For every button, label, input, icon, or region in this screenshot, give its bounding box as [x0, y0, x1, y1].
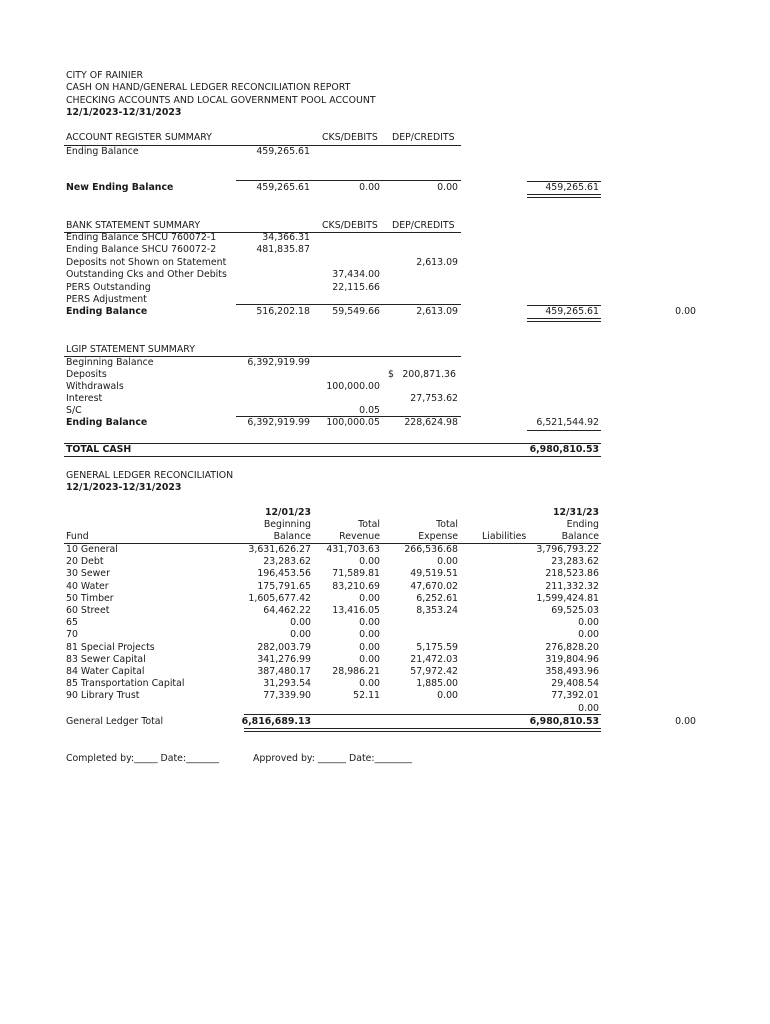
bank-ending-balance-value: 516,202.18: [256, 306, 310, 317]
lgip-ending-dep: 228,624.98: [404, 417, 458, 428]
gl-begin-date: 12/01/23: [265, 507, 311, 518]
bank-statement-title: BANK STATEMENT SUMMARY: [66, 220, 201, 231]
gl-expense-cell: 0.00: [437, 690, 458, 702]
cks-debits-header: CKS/DEBITS: [322, 220, 378, 231]
gl-begin-cell: 31,293.54: [263, 678, 311, 690]
gl-begin-cell: 175,791.65: [257, 580, 311, 592]
pers-adjustment-label: PERS Adjustment: [66, 294, 147, 305]
gl-total-label: General Ledger Total: [66, 716, 164, 727]
gl-total-end: 6,980,810.53: [529, 716, 599, 727]
outstanding-checks-value: 37,434.00: [332, 269, 380, 280]
gl-expense-cell: 57,972.42: [410, 666, 458, 677]
lgip-beginning-value: 6,392,919.99: [247, 357, 310, 368]
report-period: 12/1/2023-12/31/2023: [66, 107, 182, 118]
lgip-ending-cks: 100,000.05: [326, 417, 380, 428]
lgip-deposits-currency: $: [388, 369, 394, 380]
gl-header-exp2: Expense: [418, 531, 458, 542]
gl-header-end2: Balance: [561, 531, 599, 542]
table-row: [0, 568, 770, 580]
gl-fund-cell: 83 Sewer Capital: [66, 653, 146, 665]
outstanding-checks-label: Outstanding Cks and Other Debits: [66, 269, 227, 280]
bank-ending-balance-label: Ending Balance: [66, 306, 148, 317]
table-row: [0, 593, 770, 605]
divider: [527, 430, 601, 431]
lgip-interest-label: Interest: [66, 393, 103, 404]
table-row: [0, 629, 770, 641]
gl-begin-cell: 3,631,626.27: [248, 544, 311, 555]
gl-expense-cell: 47,670.02: [410, 580, 458, 592]
gl-fund-cell: 70: [66, 629, 78, 641]
double-underline: [527, 194, 601, 198]
gl-ending-cell: 69,525.03: [551, 605, 599, 616]
pers-outstanding-label: PERS Outstanding: [66, 282, 151, 293]
gl-expense-cell: 266,536.68: [404, 544, 458, 555]
gl-ending-cell: 218,523.86: [545, 568, 599, 580]
gl-ending-cell: 77,392.01: [551, 690, 599, 702]
report-title: CASH ON HAND/GENERAL LEDGER RECONCILIATION REPORT: [66, 82, 351, 93]
gl-fund-cell: 60 Street: [66, 605, 110, 616]
shcu2-value: 481,835.87: [256, 244, 310, 255]
deposits-not-shown-label: Deposits not Shown on Statement: [66, 257, 227, 268]
divider: [236, 180, 461, 181]
gl-ending-cell: 29,408.54: [551, 678, 599, 690]
gl-fund-cell: 50 Timber: [66, 592, 114, 604]
bank-ending-total: 459,265.61: [545, 306, 599, 317]
table-row: [0, 690, 770, 702]
lgip-beginning-label: Beginning Balance: [66, 357, 154, 368]
gl-total-begin: 6,816,689.13: [241, 716, 311, 727]
gl-revenue-cell: 0.00: [359, 556, 380, 568]
gl-begin-cell: 0.00: [290, 629, 311, 641]
gl-ending-cell: 0.00: [578, 617, 599, 629]
gl-fund-cell: 65: [66, 617, 78, 629]
account-register-title: ACCOUNT REGISTER SUMMARY: [66, 132, 212, 143]
lgip-sc-label: S/C: [66, 405, 82, 416]
divider: [236, 304, 461, 305]
gl-revenue-cell: 28,986.21: [332, 666, 380, 677]
gl-begin-cell: 23,283.62: [263, 556, 311, 568]
total-cash-label: TOTAL CASH: [66, 444, 132, 455]
gl-revenue-cell: 83,210.69: [332, 580, 380, 592]
gl-ending-cell: 358,493.96: [545, 666, 599, 677]
gl-revenue-cell: 0.00: [359, 653, 380, 665]
bank-ending-dep: 2,613.09: [416, 306, 458, 317]
new-ending-balance-label: New Ending Balance: [66, 182, 174, 193]
gl-header-fund: Fund: [66, 531, 89, 542]
gl-expense-cell: 8,353.24: [416, 605, 458, 616]
gl-begin-cell: 387,480.17: [257, 666, 311, 677]
gl-begin-cell: 1,605,677.42: [248, 592, 311, 604]
gl-header-rev2: Revenue: [339, 531, 380, 542]
gl-header-begin2: Balance: [273, 531, 311, 542]
gl-header-liabilities: Liabilities: [482, 531, 527, 542]
gl-ending-cell: 23,283.62: [551, 556, 599, 568]
table-row: [0, 666, 770, 678]
bank-ending-cks: 59,549.66: [332, 306, 380, 317]
shcu1-label: Ending Balance SHCU 760072-1: [66, 232, 217, 243]
new-dep-value: 0.00: [437, 182, 458, 193]
cks-debits-header: CKS/DEBITS: [322, 132, 378, 143]
gl-begin-cell: 341,276.99: [257, 653, 311, 665]
gl-ending-cell: 276,828.20: [545, 641, 599, 653]
approved-by: Approved by: ______ Date:________: [253, 753, 413, 764]
gl-expense-cell: 5,175.59: [416, 641, 458, 653]
gl-total-difference: 0.00: [675, 716, 696, 727]
table-row: [0, 556, 770, 568]
table-row: [0, 654, 770, 666]
gl-header-exp1: Total: [436, 519, 458, 530]
table-row: [0, 642, 770, 654]
table-row: [0, 678, 770, 690]
report-entity: CITY OF RAINIER: [66, 70, 144, 81]
gl-begin-cell: 282,003.79: [257, 641, 311, 653]
lgip-ending-total: 6,521,544.92: [536, 417, 599, 428]
gl-revenue-cell: 0.00: [359, 641, 380, 653]
gl-period: 12/1/2023-12/31/2023: [66, 482, 182, 493]
gl-revenue-cell: 52.11: [353, 690, 380, 702]
gl-begin-cell: 77,339.90: [263, 690, 311, 702]
gl-header-end1: Ending: [566, 519, 599, 530]
double-underline: [244, 728, 601, 732]
gl-fund-cell: 40 Water: [66, 580, 109, 592]
gl-header-rev1: Total: [358, 519, 380, 530]
deposits-not-shown-value: 2,613.09: [416, 257, 458, 268]
new-ending-balance-value: 459,265.61: [256, 182, 310, 193]
total-cash-value: 6,980,810.53: [529, 444, 599, 455]
gl-revenue-cell: 71,589.81: [332, 568, 380, 580]
bank-difference: 0.00: [675, 306, 696, 317]
shcu1-value: 34,366.31: [262, 232, 310, 243]
table-row: [0, 617, 770, 629]
table-row: [0, 581, 770, 593]
gl-expense-cell: 49,519.51: [410, 568, 458, 580]
gl-header-begin1: Beginning: [263, 519, 311, 530]
gl-ending-cell: 1,599,424.81: [536, 592, 599, 604]
divider: [244, 714, 601, 715]
lgip-withdrawals-label: Withdrawals: [66, 381, 124, 392]
gl-fund-cell: 10 General: [66, 544, 118, 555]
gl-ending-cell: 0.00: [578, 629, 599, 641]
completed-by: Completed by:_____ Date:_______: [66, 753, 219, 764]
gl-begin-cell: 0.00: [290, 617, 311, 629]
lgip-title: LGIP STATEMENT SUMMARY: [66, 344, 195, 355]
double-underline: [527, 318, 601, 322]
ending-balance-label: Ending Balance: [66, 146, 139, 157]
gl-revenue-cell: 0.00: [359, 678, 380, 690]
gl-fund-cell: 30 Sewer: [66, 568, 110, 580]
table-row: [0, 544, 770, 556]
gl-ending-cell: 3,796,793.22: [536, 544, 599, 555]
table-row: [0, 605, 770, 617]
gl-fund-cell: 85 Transportation Capital: [66, 678, 185, 690]
gl-expense-cell: 1,885.00: [416, 678, 458, 690]
lgip-ending-balance: 6,392,919.99: [247, 417, 310, 428]
gl-expense-cell: 6,252.61: [416, 592, 458, 604]
dep-credits-header: DEP/CREDITS: [392, 132, 455, 143]
divider: [64, 456, 601, 457]
ending-balance-value: 459,265.61: [256, 146, 310, 157]
gl-end-date: 12/31/23: [553, 507, 599, 518]
gl-fund-cell: 90 Library Trust: [66, 690, 140, 702]
gl-title: GENERAL LEDGER RECONCILIATION: [66, 470, 234, 481]
dep-credits-header: DEP/CREDITS: [392, 220, 455, 231]
lgip-sc-value: 0.05: [359, 405, 380, 416]
gl-revenue-cell: 0.00: [359, 629, 380, 641]
pers-outstanding-value: 22,115.66: [332, 282, 380, 293]
lgip-ending-label: Ending Balance: [66, 417, 148, 428]
gl-fund-cell: 81 Special Projects: [66, 641, 155, 653]
report-subtitle: CHECKING ACCOUNTS AND LOCAL GOVERNMENT POOL ACCOUNT: [66, 95, 376, 106]
gl-ending-cell: 211,332.32: [545, 580, 599, 592]
gl-fund-cell: 84 Water Capital: [66, 666, 145, 677]
gl-revenue-cell: 431,703.63: [326, 544, 380, 555]
gl-expense-cell: 21,472.03: [410, 653, 458, 665]
gl-begin-cell: 64,462.22: [263, 605, 311, 616]
lgip-withdrawals-value: 100,000.00: [326, 381, 380, 392]
gl-revenue-cell: 13,416.05: [332, 605, 380, 616]
new-ending-total: 459,265.61: [545, 182, 599, 193]
gl-revenue-cell: 0.00: [359, 617, 380, 629]
gl-fund-cell: 20 Debt: [66, 556, 104, 568]
gl-expense-cell: 0.00: [437, 556, 458, 568]
gl-begin-cell: 196,453.56: [257, 568, 311, 580]
new-cks-value: 0.00: [359, 182, 380, 193]
shcu2-label: Ending Balance SHCU 760072-2: [66, 244, 217, 255]
gl-revenue-cell: 0.00: [359, 592, 380, 604]
gl-extra-ending: 0.00: [578, 703, 599, 714]
lgip-interest-value: 27,753.62: [410, 393, 458, 404]
gl-ending-cell: 319,804.96: [545, 653, 599, 665]
lgip-deposits-value: 200,871.36: [402, 369, 456, 380]
lgip-deposits-label: Deposits: [66, 369, 107, 380]
